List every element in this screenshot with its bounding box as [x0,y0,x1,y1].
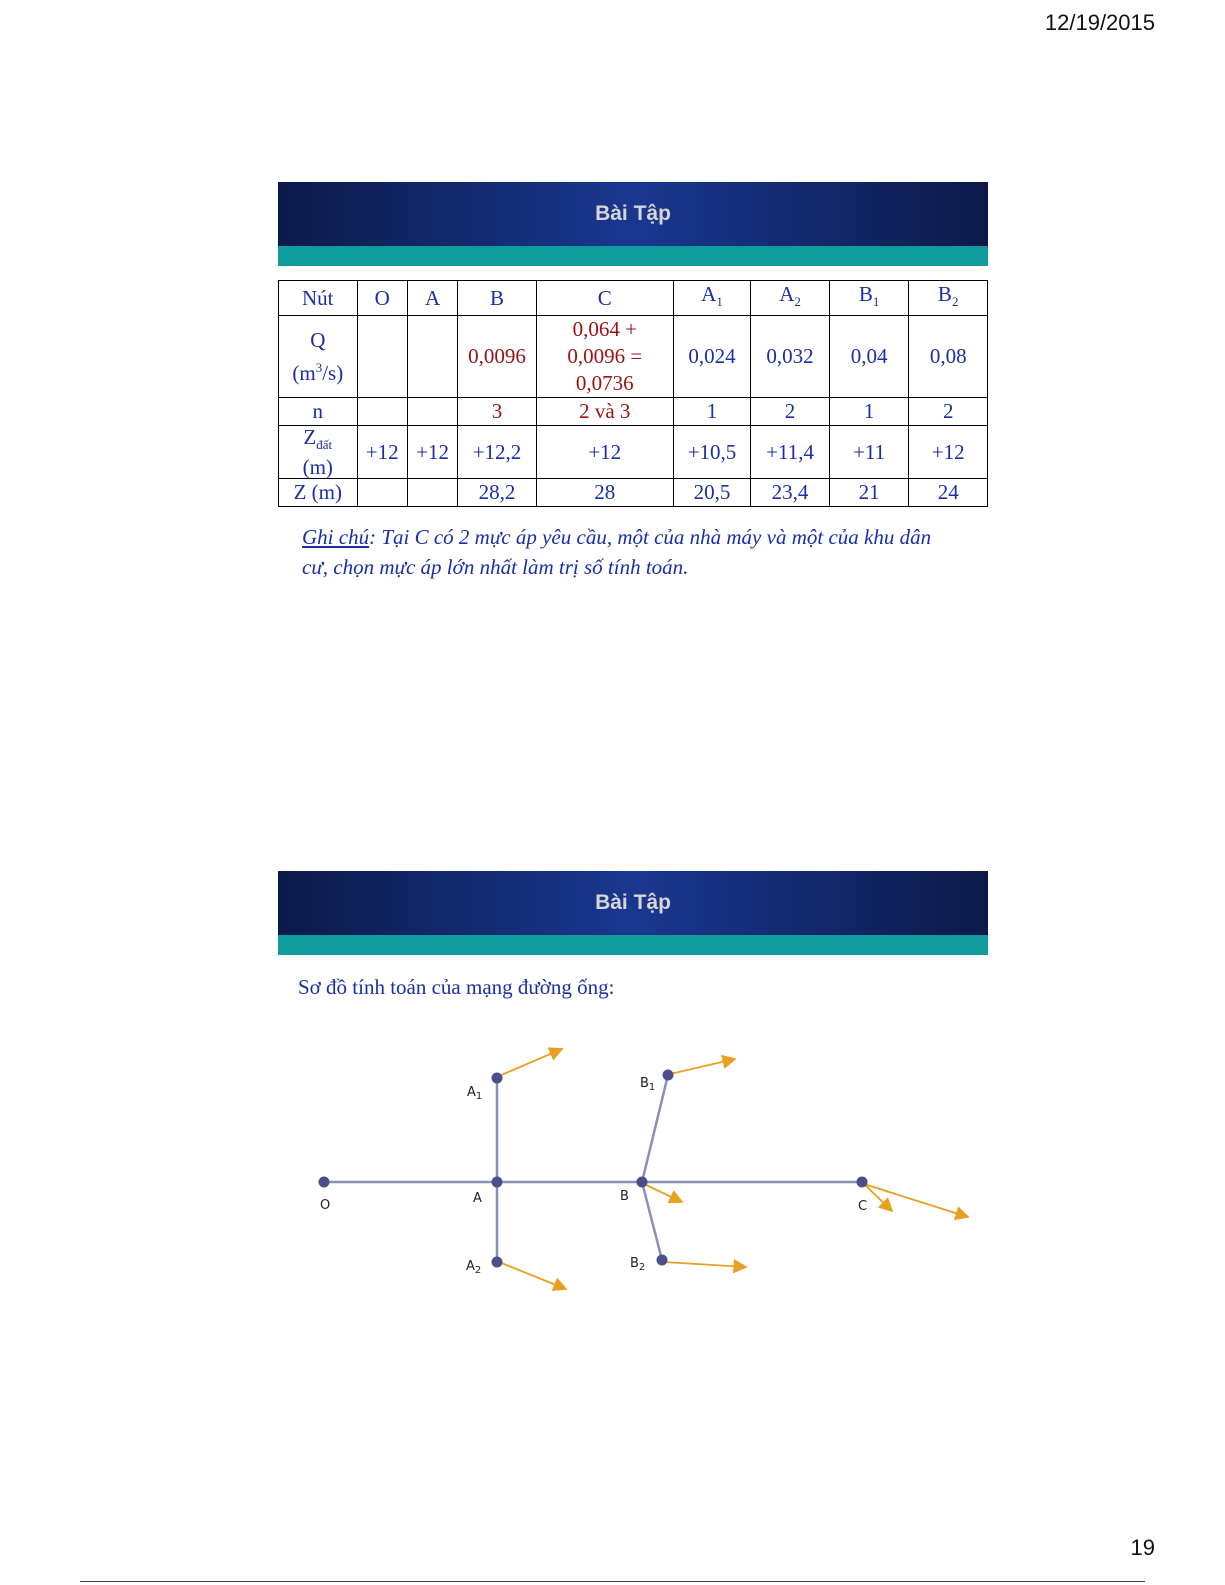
table-cell: +11,4 [751,426,830,479]
table-cell: 0,08 [909,316,988,398]
table-cell: 0,032 [751,316,830,398]
date: 12/19/2015 [1044,10,1155,35]
node-A1 [492,1073,503,1084]
label-C: C [858,1199,868,1214]
header-cell: C [536,281,673,316]
table-cell: 21 [829,479,909,507]
table-cell: +12,2 [458,426,537,479]
table-cell: 1 [829,398,909,426]
table-cell: 23,4 [751,479,830,507]
table-cell: 24 [909,479,988,507]
table-cell: +12 [407,426,457,479]
demand-arrow-B [644,1184,682,1202]
node-A2 [492,1257,503,1268]
label-A2: $A_2$ [466,1259,482,1276]
table-cell: +11 [829,426,909,479]
label-B1: $B_1$ [640,1076,656,1093]
node-B [637,1177,648,1188]
footer-divider [80,1581,1145,1582]
node-C [857,1177,868,1188]
demand-arrow-A2 [499,1262,566,1289]
note-text: : Tại C có 2 mực áp yêu cầu, một của nhà máy và một của khu dân cư, chọn mực áp lớn nhất làm trị số tính toán. [302,525,932,579]
demand-arrow-B1 [670,1059,735,1074]
header-cell: $A_1$ [673,281,751,316]
slide-1-title: Bài Tập [595,202,671,225]
table-cell: 2 [751,398,830,426]
note-label: Ghi chú [302,525,370,549]
node-B2 [657,1255,668,1266]
header-cell: $B_1$ [829,281,909,316]
header-cell: $B_2$ [909,281,988,316]
pipe-B-B2 [642,1182,662,1260]
table-cell: 28,2 [458,479,537,507]
table-cell: +12 [536,426,673,479]
zdat-label: $Z_{đất}$ (m) [279,426,358,479]
label-B2: $B_2$ [630,1256,646,1273]
z-label: Z (m) [279,479,358,507]
demand-arrow-C-2 [864,1184,968,1217]
table-cell: +12 [909,426,988,479]
header-cell: B [458,281,537,316]
page-number: 19 [1130,1535,1155,1560]
table-cell: 3 [458,398,537,426]
table-cell: 2 và 3 [536,398,673,426]
table-cell: 0,0096 [458,316,537,398]
label-B: B [620,1189,629,1204]
header-cell: Nút [279,281,358,316]
table-cell: 2 [909,398,988,426]
header-cell: A [407,281,457,316]
header-cell: $A_2$ [751,281,830,316]
node-O [319,1177,330,1188]
table-cell: 0,024 [673,316,751,398]
slide-2-title: Bài Tập [595,891,671,914]
table-cell: +10,5 [673,426,751,479]
n-label: n [279,398,358,426]
diagram-description: Sơ đồ tính toán của mạng đường ống: [298,975,615,999]
label-A1: $A_1$ [467,1085,483,1102]
table-cell: +12 [357,426,407,479]
demand-arrow-B2 [664,1262,746,1267]
table-cell: 1 [673,398,751,426]
label-A: A [473,1191,482,1206]
q-label: Q $(m^3/s)$ [279,316,358,398]
header-cell: O [357,281,407,316]
table-cell: 0,04 [829,316,909,398]
table-cell: 20,5 [673,479,751,507]
q-c-cell: 0,064 + 0,0096 = 0,0736 [536,316,673,398]
node-B1 [663,1070,674,1081]
table-cell: 28 [536,479,673,507]
node-A [492,1177,503,1188]
demand-arrow-A1 [499,1049,562,1076]
label-O: O [320,1198,331,1213]
